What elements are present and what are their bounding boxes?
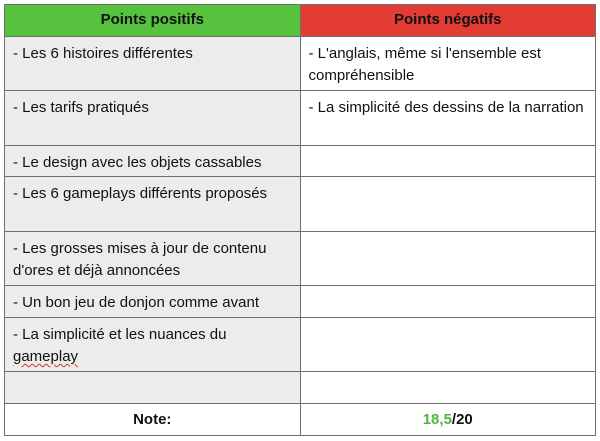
positive-point: - Les 6 gameplays différents proposés bbox=[5, 177, 301, 231]
score-value: 18,5 bbox=[422, 410, 452, 428]
table-row bbox=[5, 286, 596, 318]
positive-point bbox=[5, 317, 301, 371]
header-negative-points: Points négatifs bbox=[300, 5, 596, 37]
table-row bbox=[5, 372, 596, 404]
positive-point: - Un bon jeu de donjon comme avant bbox=[5, 286, 301, 318]
spellcheck-flagged-word: gameplay bbox=[13, 347, 79, 365]
note-row bbox=[5, 404, 596, 436]
positive-point: - Le design avec les objets cassables bbox=[5, 145, 301, 177]
table-row bbox=[5, 177, 596, 231]
note-score bbox=[300, 404, 596, 436]
positive-point-text: - La simplicité et les nuances du bbox=[13, 325, 227, 343]
table-row bbox=[5, 36, 596, 90]
review-summary-table bbox=[4, 4, 596, 436]
table-row bbox=[5, 231, 596, 285]
negative-point bbox=[300, 145, 596, 177]
positive-point: - Les grosses mises à jour de contenu d'ores et déjà annoncées bbox=[5, 231, 301, 285]
negative-point bbox=[300, 231, 596, 285]
negative-point bbox=[300, 177, 596, 231]
positive-point bbox=[5, 372, 301, 404]
note-label: Note: bbox=[5, 404, 301, 436]
positive-point: - Les tarifs pratiqués bbox=[5, 91, 301, 145]
negative-point bbox=[300, 372, 596, 404]
header-positive-points: Points positifs bbox=[5, 5, 301, 37]
negative-point bbox=[300, 286, 596, 318]
negative-point: - L'anglais, même si l'ensemble est compréhensible bbox=[300, 36, 596, 90]
positive-point: - Les 6 histoires différentes bbox=[5, 36, 301, 90]
negative-point: - La simplicité des dessins de la narration bbox=[300, 91, 596, 145]
score-total: /20 bbox=[451, 410, 473, 428]
table-row bbox=[5, 145, 596, 177]
table-row bbox=[5, 317, 596, 371]
negative-point bbox=[300, 317, 596, 371]
table-row bbox=[5, 91, 596, 145]
